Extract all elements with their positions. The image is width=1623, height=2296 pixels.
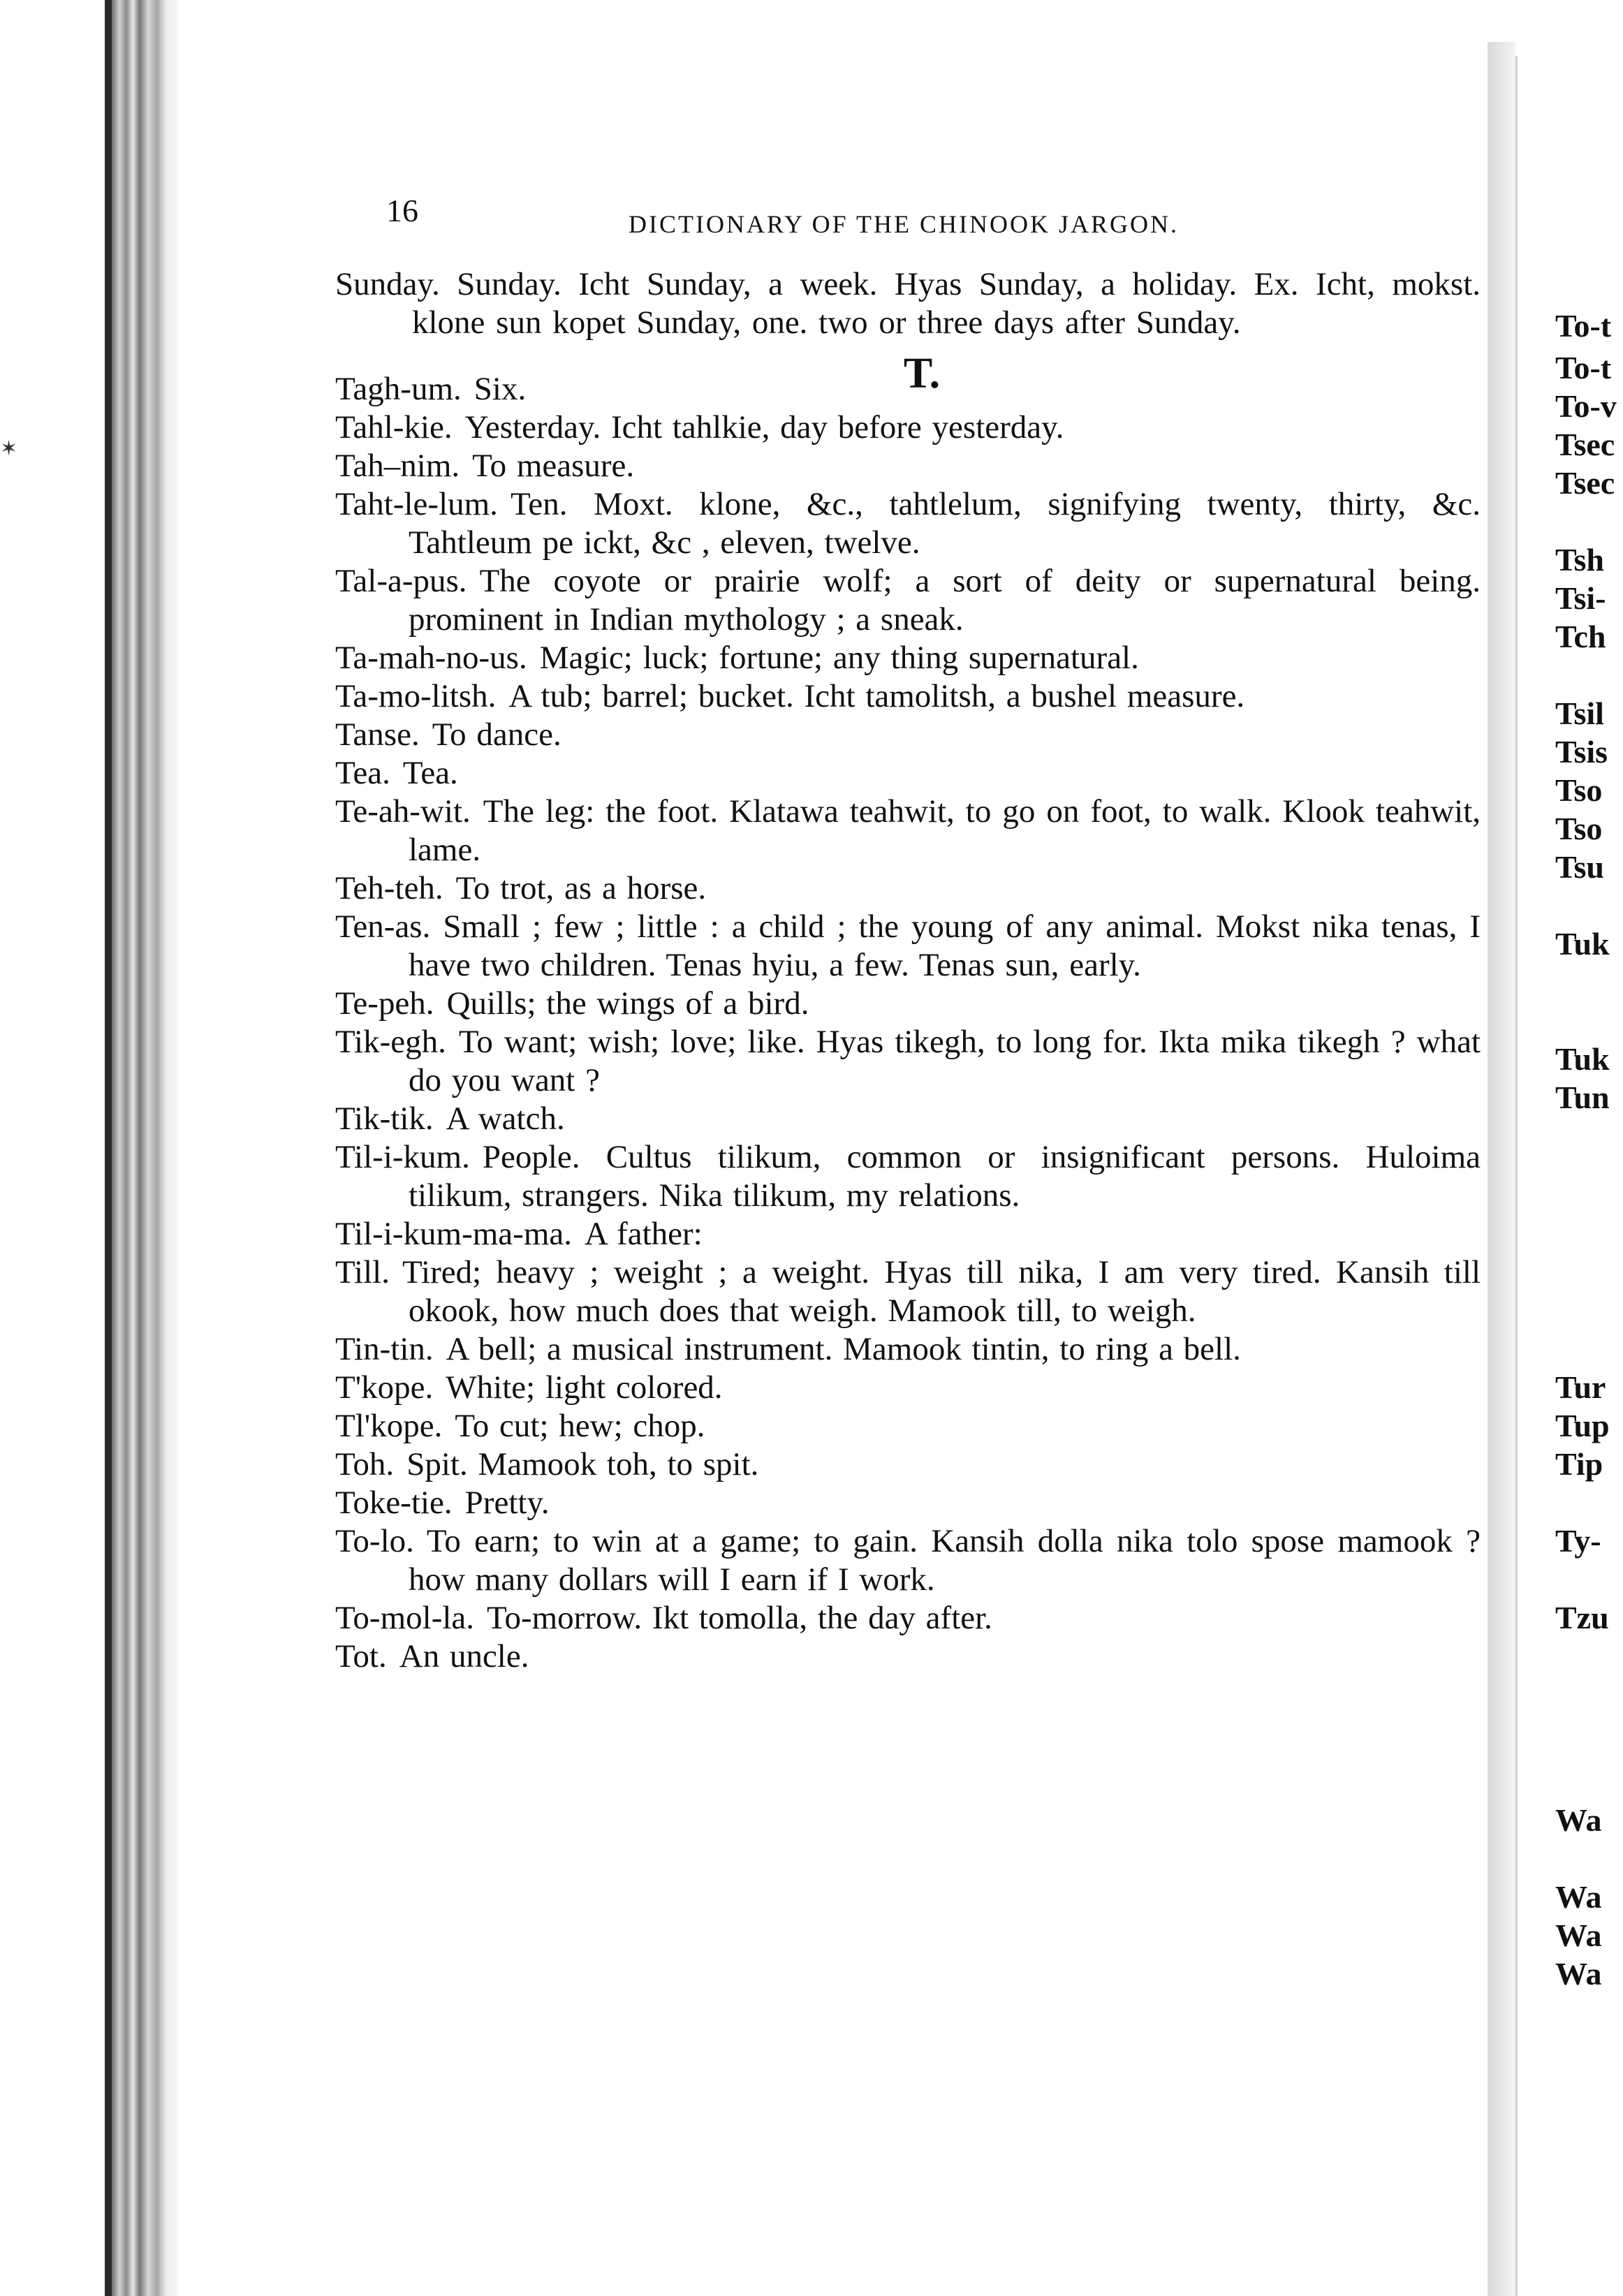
dictionary-entry bbox=[335, 409, 1481, 447]
next-page-fragment: Tuk bbox=[1555, 926, 1610, 962]
next-page-fragment: Tsec bbox=[1555, 427, 1615, 462]
dictionary-entry bbox=[335, 1522, 1481, 1599]
entry-definition: An uncle. bbox=[399, 1638, 529, 1675]
entry-definition: To measure. bbox=[472, 448, 635, 484]
entry-definition: The coyote or prairie wolf; a sort of deity or supernatural being. prominent in Indian mythology ; a sneak. bbox=[409, 563, 1481, 638]
next-page-fragment: Tso bbox=[1555, 772, 1603, 808]
next-page-fragment: Tun bbox=[1555, 1080, 1610, 1115]
next-page-fragment: Tsi- bbox=[1555, 580, 1606, 616]
next-page-fragment: Wa bbox=[1555, 1802, 1602, 1838]
running-title: DICTIONARY OF THE CHINOOK JARGON. bbox=[629, 210, 1180, 238]
entry-definition: Yesterday. Icht tahlkie, day before yesterday. bbox=[464, 409, 1064, 446]
entry-headword: Ten-as. bbox=[335, 908, 431, 945]
entry-definition: Magic; luck; fortune; any thing supernatural. bbox=[539, 640, 1139, 676]
stray-ink-mark: ✶ bbox=[0, 437, 18, 460]
entry-headword: Tot. bbox=[335, 1638, 387, 1675]
entry-headword: To-lo. bbox=[335, 1523, 414, 1559]
entry-headword: Till. bbox=[335, 1254, 390, 1290]
entry-definition: People. Cultus tilikum, common or insignificant persons. Huloima tilikum, strangers. Nika tilikum, my relations. bbox=[409, 1139, 1481, 1214]
page-number: 16 bbox=[386, 193, 418, 228]
entry-headword: Tagh-um. bbox=[335, 371, 462, 407]
next-page-fragment: To-t bbox=[1555, 350, 1612, 385]
entry-headword: Tahl-kie. bbox=[335, 409, 453, 446]
dictionary-entry bbox=[335, 677, 1481, 716]
entry-definition: To want; wish; love; like. Hyas tikegh, to long for. Ikta mika tikegh ? what do you want ? bbox=[409, 1024, 1481, 1098]
dictionary-entry bbox=[335, 485, 1481, 562]
intro-paragraph: Sunday. Sunday. Icht Sunday, a week. Hyas Sunday, a holiday. Ex. Icht, mokst. klone sun kopet Sunday, one. two or three days after Sunday. bbox=[335, 266, 1481, 341]
entry-definition: To cut; hew; chop. bbox=[455, 1408, 705, 1444]
entry-headword: Tl'kope. bbox=[335, 1408, 443, 1444]
next-page-fragment: To-t bbox=[1555, 308, 1612, 344]
next-page-fragment: Wa bbox=[1555, 1879, 1602, 1915]
next-page-fragment: Tsu bbox=[1555, 849, 1604, 885]
entry-headword: Tin-tin. bbox=[335, 1331, 434, 1367]
book-binding bbox=[112, 0, 178, 2296]
dictionary-entry bbox=[335, 869, 1481, 908]
dictionary-entry bbox=[335, 1407, 1481, 1445]
entry-headword: Tanse. bbox=[335, 716, 420, 753]
next-page-fragment: Tup bbox=[1555, 1408, 1610, 1443]
entry-definition: Ten. Moxt. klone, &c., tahtlelum, signifying twenty, thirty, &c. Tahtleum pe ickt, &c , eleven, twelve. bbox=[409, 486, 1481, 561]
next-page-edge bbox=[1515, 56, 1623, 2296]
entry-headword: Til-i-kum. bbox=[335, 1139, 470, 1175]
dictionary-entry bbox=[335, 1100, 1481, 1138]
dictionary-entry bbox=[335, 1484, 1481, 1522]
entry-headword: To-mol-la. bbox=[335, 1600, 475, 1636]
entry-headword: Tik-tik. bbox=[335, 1101, 434, 1137]
entry-headword: Tea. bbox=[335, 755, 390, 791]
entry-definition: Spit. Mamook toh, to spit. bbox=[406, 1446, 759, 1482]
dictionary-entry bbox=[335, 908, 1481, 985]
next-page-fragment: Tip bbox=[1555, 1446, 1603, 1482]
entry-definition: To dance. bbox=[432, 716, 561, 753]
entry-headword: Taht-le-lum. bbox=[335, 486, 498, 522]
next-page-fragment: Tso bbox=[1555, 811, 1603, 846]
dictionary-entry bbox=[335, 1330, 1481, 1369]
dictionary-text bbox=[335, 265, 1481, 1676]
dictionary-entry bbox=[335, 447, 1481, 485]
dictionary-entry bbox=[335, 639, 1481, 677]
entry-headword: Toh. bbox=[335, 1446, 395, 1482]
entry-definition: Small ; few ; little : a child ; the young of any animal. Mokst nika tenas, I have two children. Tenas hyiu, a few. Tenas sun, early. bbox=[409, 908, 1481, 983]
entry-headword: Ta-mo-litsh. bbox=[335, 678, 497, 714]
dictionary-entry bbox=[335, 1023, 1481, 1100]
dictionary-entry bbox=[335, 1369, 1481, 1407]
dictionary-entry bbox=[335, 716, 1481, 754]
dictionary-entry bbox=[335, 1445, 1481, 1484]
entry-headword: Teh-teh. bbox=[335, 870, 443, 906]
dictionary-entry bbox=[335, 1138, 1481, 1215]
entry-headword: Tik-egh. bbox=[335, 1024, 446, 1060]
entry-headword: Til-i-kum-ma-ma. bbox=[335, 1216, 572, 1252]
entry-headword: Te-ah-wit. bbox=[335, 793, 471, 830]
next-page-fragment: Wa bbox=[1555, 1918, 1602, 1953]
dictionary-entry bbox=[335, 1215, 1481, 1253]
entry-definition: White; light colored. bbox=[446, 1369, 723, 1406]
dictionary-entry bbox=[335, 985, 1481, 1023]
next-page-fragment: Tzu bbox=[1555, 1600, 1609, 1635]
dictionary-entry bbox=[335, 562, 1481, 639]
entry-headword: Tal-a-pus. bbox=[335, 563, 467, 599]
entry-list bbox=[335, 370, 1481, 1676]
next-page-fragment: Tuk bbox=[1555, 1041, 1610, 1077]
entry-headword: T'kope. bbox=[335, 1369, 434, 1406]
entry-definition: Quills; the wings of a bird. bbox=[446, 985, 809, 1022]
section-letter: T. bbox=[903, 350, 941, 397]
next-page-fragment: Tsh bbox=[1555, 542, 1604, 577]
entry-definition: To earn; to win at a game; to gain. Kansih dolla nika tolo spose mamook ? how many dollars will I earn if I work. bbox=[409, 1523, 1481, 1598]
next-page-fragment: Tsec bbox=[1555, 465, 1615, 501]
entry-headword: Tah–nim. bbox=[335, 448, 460, 484]
next-page-fragment: Wa bbox=[1555, 1956, 1602, 1992]
entry-definition: A bell; a musical instrument. Mamook tintin, to ring a bell. bbox=[446, 1331, 1241, 1367]
entry-headword: Te-peh. bbox=[335, 985, 434, 1022]
entry-headword: Ta-mah-no-us. bbox=[335, 640, 527, 676]
entry-definition: Tired; heavy ; weight ; a weight. Hyas till nika, I am very tired. Kansih till okook, how much does that weigh. Mamook till, to weigh. bbox=[402, 1254, 1481, 1329]
entry-definition: To-morrow. Ikt tomolla, the day after. bbox=[487, 1600, 992, 1636]
entry-definition: A tub; barrel; bucket. Icht tamolitsh, a bushel measure. bbox=[508, 678, 1245, 714]
entry-definition: Tea. bbox=[402, 755, 458, 791]
dictionary-entry bbox=[335, 1599, 1481, 1638]
dictionary-entry bbox=[335, 1638, 1481, 1676]
entry-headword: Toke-tie. bbox=[335, 1485, 453, 1521]
next-page-fragment: Tsis bbox=[1555, 734, 1608, 770]
page-edge-shadow bbox=[1488, 42, 1515, 2296]
entry-definition: To trot, as a horse. bbox=[455, 870, 707, 906]
next-page-fragment: To-v bbox=[1555, 388, 1617, 424]
entry-definition: A watch. bbox=[446, 1101, 565, 1137]
entry-definition: Six. bbox=[473, 371, 527, 407]
dictionary-entry bbox=[335, 754, 1481, 793]
dictionary-entry bbox=[335, 793, 1481, 869]
entry-definition: A father: bbox=[584, 1216, 703, 1252]
next-page-fragment: Tsil bbox=[1555, 696, 1604, 731]
next-page-fragment: Ty- bbox=[1555, 1523, 1601, 1559]
entry-definition: The leg: the foot. Klatawa teahwit, to go on foot, to walk. Klook teahwit, lame. bbox=[409, 793, 1481, 868]
entry-definition: Pretty. bbox=[464, 1485, 550, 1521]
dictionary-entry bbox=[335, 1253, 1481, 1330]
next-page-fragment: Tch bbox=[1555, 619, 1606, 654]
next-page-fragment: Tur bbox=[1555, 1369, 1606, 1405]
